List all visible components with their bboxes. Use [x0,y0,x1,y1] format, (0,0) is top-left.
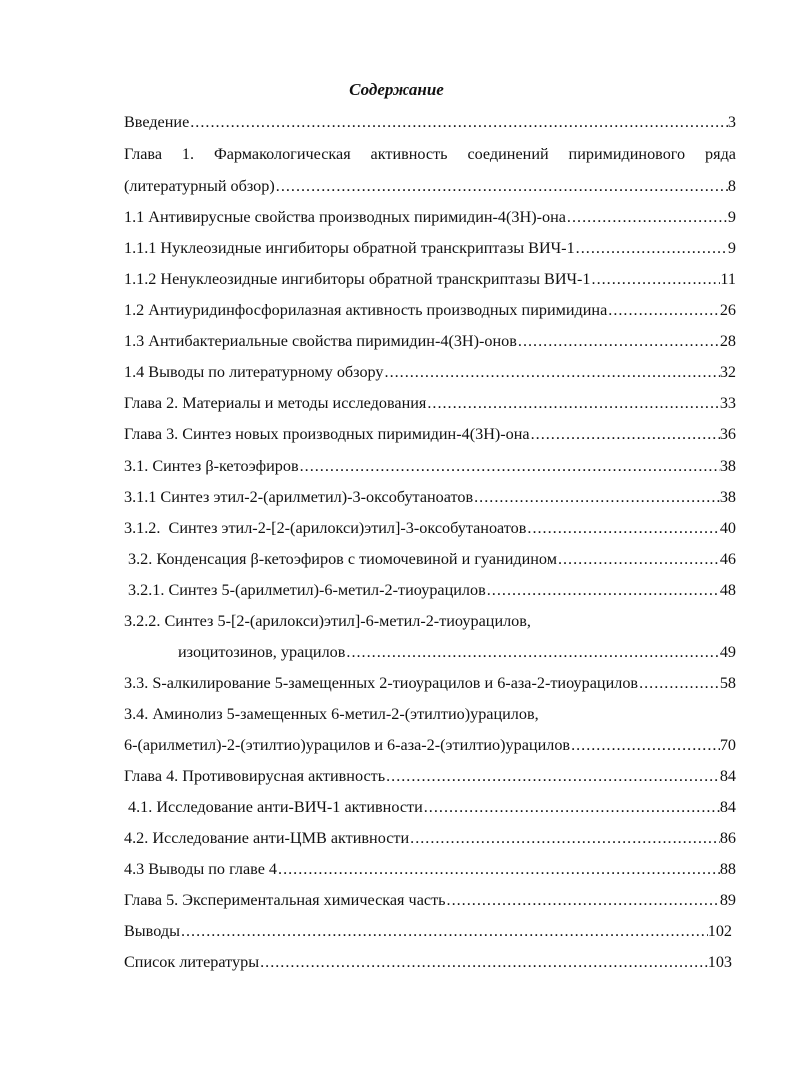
toc-entry-page: 46 [719,550,736,568]
dot-leader [473,485,720,509]
dot-leader [385,764,720,788]
dot-leader [299,454,720,478]
page-title: Содержание [349,80,444,99]
toc-entry-text: 1.1.2 Ненуклеозидные ингибиторы обратной транскриптазы ВИЧ-1 [124,270,591,288]
toc-entry-text: Глава 2. Материалы и методы исследования [124,394,427,412]
toc-entry [124,764,736,788]
dot-leader [277,857,720,881]
dot-leader [384,360,720,384]
toc-entry-text: Глава 1. Фармакологическая активность соединений пиримидинового ряда [124,145,736,163]
toc-entry [124,826,736,850]
dot-leader [530,422,720,446]
toc-entry-page: 89 [719,891,736,909]
dot-leader [517,329,720,353]
dot-leader [557,547,720,571]
toc-entry-text: 6-(арилметил)-2-(этилтио)урацилов и 6-аза-2-(этилтио)урацилов [124,736,571,754]
toc-entry [124,205,736,229]
toc-entry [128,795,736,819]
toc-entry-text: 3.3. S-алкилирование 5-замещенных 2-тиоурацилов и 6-аза-2-тиоурацилов [124,674,639,692]
toc-entry-page: 36 [719,425,736,443]
dot-leader [446,888,720,912]
toc-entry-page: 9 [727,208,736,226]
dot-leader [607,298,720,322]
toc-entry [124,391,736,415]
toc-entry [124,267,736,291]
dot-leader [189,110,728,134]
toc-entry [124,142,736,166]
toc-entry-page: 3 [727,113,736,131]
toc-entry-page: 28 [719,332,736,350]
toc-entry-text: 3.2. Конденсация β-кетоэфиров с тиомочевиной и гуанидином [128,550,557,568]
dot-leader [345,640,719,664]
toc-entry [124,950,732,974]
toc-entry [124,360,736,384]
dot-leader [638,671,720,695]
dot-leader [275,174,728,198]
toc-entry-page: 40 [719,519,736,537]
toc-entry-page: 84 [719,767,736,785]
dot-leader [575,236,728,260]
toc-entry-page: 48 [719,581,736,599]
toc-entry [124,733,736,757]
toc-entry [124,516,736,540]
toc-entry-text: Выводы [124,922,180,940]
dot-leader [591,267,721,291]
toc-entry-page: 58 [719,674,736,692]
dot-leader [423,795,720,819]
dot-leader [409,826,720,850]
toc-entry [124,919,732,943]
toc-entry-text: Введение [124,113,190,131]
dot-leader [566,205,728,229]
toc-entry [178,640,736,664]
toc-entry-text: 3.4. Аминолиз 5-замещенных 6-метил-2-(этилтио)урацилов, [124,705,539,723]
toc-entry-page: 49 [719,643,736,661]
toc-entry-text: 1.3 Антибактериальные свойства пиримидин-4(3H)-онов [124,332,517,350]
toc-entry [124,857,736,881]
toc-entry-text: Глава 4. Противовирусная активность [124,767,386,785]
toc-entry [124,110,736,134]
toc-entry-text: 4.2. Исследование анти-ЦМВ активности [124,829,410,847]
toc-entry-text: 1.1 Антивирусные свойства производных пиримидин-4(3H)-она [124,208,566,226]
toc-entry-text: 1.4 Выводы по литературному обзору [124,363,384,381]
toc-entry [128,578,736,602]
toc-entry-text: 3.1.1 Синтез этил-2-(арилметил)-3-оксобутаноатов [124,488,474,506]
toc-entry-text: 3.2.1. Синтез 5-(арилметил)-6-метил-2-тиоурацилов [128,581,486,599]
dot-leader [180,919,708,943]
toc-entry [124,454,736,478]
toc-entry-page: 8 [727,177,736,195]
toc-entry-text: (литературный обзор) [124,177,275,195]
toc-entry-text: 3.1.2. Синтез этил-2-[2-(арилокси)этил]-3-оксобутаноатов [124,519,527,537]
toc-entry [124,485,736,509]
toc-entry [124,298,736,322]
toc-entry-page: 103 [707,953,732,971]
toc-entry [124,329,736,353]
toc-entry-page: 86 [719,829,736,847]
toc-entry-page: 70 [719,736,736,754]
toc-entry-page: 84 [719,798,736,816]
toc-entry-text: 3.1. Синтез β-кетоэфиров [124,457,299,475]
toc-entry-page: 38 [719,457,736,475]
toc-entry [124,174,736,198]
toc-entry-page: 38 [719,488,736,506]
toc-entry [124,888,736,912]
toc-entry [128,547,736,571]
toc-entry-text: Список литературы [124,953,260,971]
toc-entry [124,236,736,260]
toc-entry-text: 1.1.1 Нуклеозидные ингибиторы обратной транскриптазы ВИЧ-1 [124,239,575,257]
toc-entry [124,702,736,726]
toc-entry-text: 4.1. Исследование анти-ВИЧ-1 активности [128,798,423,816]
toc-entry-page: 102 [707,922,732,940]
toc-entry-text: 4.3 Выводы по главе 4 [124,860,278,878]
dot-leader [259,950,708,974]
dot-leader [526,516,719,540]
toc-entry-page: 11 [720,270,736,288]
toc-entry-page: 32 [719,363,736,381]
toc-entry [124,671,736,695]
toc-entry-text: Глава 3. Синтез новых производных пиримидин-4(3H)-она [124,425,530,443]
toc-entry-page: 9 [727,239,736,257]
toc-entry [124,609,736,633]
toc-entry-text: Глава 5. Экспериментальная химическая часть [124,891,446,909]
toc-entry-page: 33 [719,394,736,412]
dot-leader [426,391,719,415]
toc-entry-page: 88 [719,860,736,878]
dot-leader [486,578,720,602]
toc-entry-text: изоцитозинов, урацилов [178,643,346,661]
toc-entry-text: 3.2.2. Синтез 5-[2-(арилокси)этил]-6-метил-2-тиоурацилов, [124,612,531,630]
toc-entry-text: 1.2 Антиуридинфосфорилазная активность производных пиримидина [124,301,608,319]
toc-entry-page: 26 [719,301,736,319]
dot-leader [570,733,720,757]
toc-entry [124,422,736,446]
